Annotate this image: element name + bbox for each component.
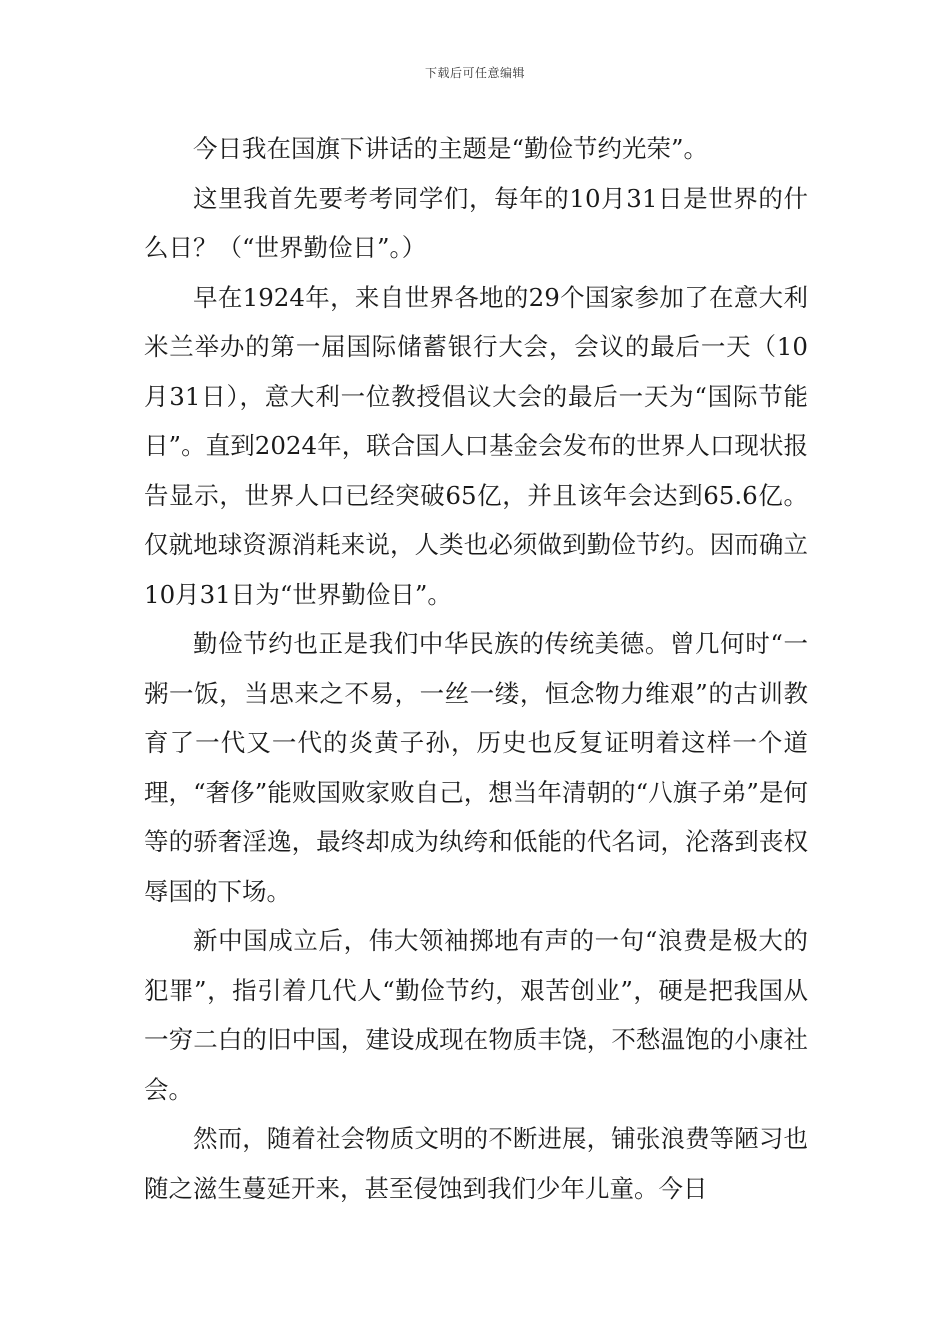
paragraph: 勤俭节约也正是我们中华民族的传统美德。曾几何时“一粥一饭，当思来之不易，一丝一缕，恒念物力维艰”的古训教育了一代又一代的炎黄子孙，历史也反复证明着这样一个道理，“奢侈”能败国败家败自己，想当年清朝的“八旗子弟”是何等的骄奢淫逸，最终却成为纨绔和低能的代名词，沦落到丧权辱国的下场。	[144, 629, 808, 906]
paragraph: 早在1924年，来自世界各地的29个国家参加了在意大利米兰举办的第一届国际储蓄银行大会，会议的最后一天（10月31日），意大利一位教授倡议大会的最后一天为“国际节能日”。直到2024年，联合国人口基金会发布的世界人口现状报告显示，世界人口已经突破65亿，并且该年会达到65.6亿。仅就地球资源消耗来说，人类也必须做到勤俭节约。因而确立10月31日为“世界勤俭日”。	[144, 282, 808, 609]
page-header: 下载后可任意编辑	[424, 66, 525, 80]
paragraph: 这里我首先要考考同学们，每年的10月31日是世界的什么日？（“世界勤俭日”。）	[144, 183, 808, 262]
paragraph: 然而，随着社会物质文明的不断进展，铺张浪费等陋习也随之滋生蔓延开来，甚至侵蚀到我们少年儿童。今日	[144, 1124, 808, 1203]
document-body	[144, 124, 808, 1213]
paragraph: 今日我在国旗下讲话的主题是“勤俭节约光荣”。	[193, 134, 709, 163]
paragraph: 新中国成立后，伟大领袖掷地有声的一句“浪费是极大的犯罪”，指引着几代人“勤俭节约，艰苦创业”，硬是把我国从一穷二白的旧中国，建设成现在物质丰饶，不愁温饱的小康社会。	[144, 926, 808, 1104]
